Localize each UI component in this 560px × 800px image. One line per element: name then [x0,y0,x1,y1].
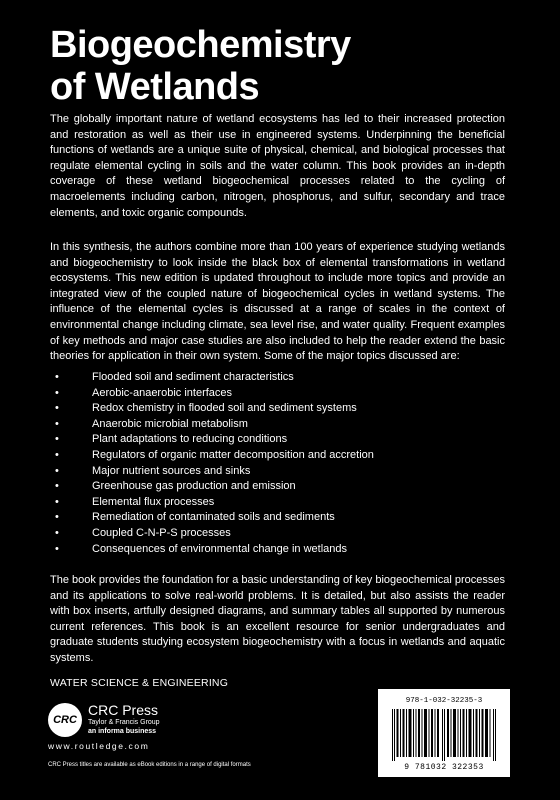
publisher-group: Taylor & Francis Group [88,719,160,726]
bullet-icon: • [55,386,59,399]
bullet-icon: • [55,480,59,493]
topic-item: • Redox chemistry in flooded soil and sediment systems [50,401,505,417]
ebook-footnote: CRC Press titles are available as eBook editions in a range of digital formats [48,762,251,768]
topic-item: • Remediation of contaminated soils and sediments [50,510,505,526]
description-paragraph-1: The globally important nature of wetland ecosystems has led to their increased protection and restoration as well as their use in engineered systems. Underpinning the beneficial functions of wetlands are a unique suite of physical, chemical, and biological processes that regulate elemental cycling in soils and the water column. This book provides an in-depth coverage of these wetland biogeochemical processes related to the cycling of macroelements including carbon, nitrogen, phosphorus, and sulfur, secondary and trace elements, and toxic organic compounds. [50,113,505,219]
topic-item: • Coupled C-N-P-S processes [50,526,505,542]
topic-item: • Greenhouse gas production and emission [50,479,505,495]
book-title [50,24,520,108]
topic-item: • Anaerobic microbial metabolism [50,417,505,433]
topic-item: • Major nutrient sources and sinks [50,464,505,480]
bullet-icon: • [55,495,59,508]
bullet-icon: • [55,542,59,555]
topic-item: • Consequences of environmental change in wetlands [50,542,505,558]
bullet-icon: • [55,511,59,524]
publisher-block [88,702,160,736]
topics-list [50,370,505,557]
bullet-icon: • [55,417,59,430]
barcode-bars-icon [392,709,496,761]
bullet-icon: • [55,464,59,477]
description-paragraph-3: The book provides the foundation for a basic understanding of key biogeochemical processes and its applications to solve real-world problems. It is detailed, but also assists the reader with box inserts, artfully designed diagrams, and summary tables all supported by numerous current references. This book is an excellent resource for senior undergraduates and graduate students studying ecosystem biogeochemistry with a focus in wetlands and aquatic systems. [50,574,505,664]
bullet-icon: • [55,402,59,415]
title-line-1: Biogeochemistry [50,24,351,66]
title-line-2: of Wetlands [50,66,260,108]
publisher-tagline: an informa business [88,728,157,735]
isbn-bottom-text: 9 781032 322353 [404,763,484,772]
topic-item: • Plant adaptations to reducing conditions [50,432,505,448]
topic-item: • Regulators of organic matter decomposition and accretion [50,448,505,464]
isbn-top-text: 978-1-032-32235-3 [405,697,483,705]
bullet-icon: • [55,371,59,383]
isbn-barcode [378,689,510,777]
bullet-icon: • [55,448,59,461]
topic-item: • Elemental flux processes [50,495,505,511]
crc-logo-icon: CRC [48,703,82,737]
publisher-website: www.routledge.com [48,741,150,751]
publisher-name: CRC Press [88,702,159,718]
subject-category: WATER SCIENCE & ENGINEERING [50,677,229,689]
topic-item: • Flooded soil and sediment characteristics [50,370,505,386]
description-paragraph-2: In this synthesis, the authors combine more than 100 years of experience studying wetlands and biogeochemistry to look inside the black box of elemental transformations in wetland ecosystems. This new edition is updated throughout to include more topics and provide an integrated view of the coupled nature of biogeochemical cycles in wetland systems. The influence of the elemental cycles is discussed at a range of scales in the context of environmental change including climate, sea level rise, and water quality. Frequent examples of key methods and major case studies are also included to help the reader extend the basic theories for application in their own system. Some of the major topics discussed are: [50,241,505,363]
bullet-icon: • [55,526,59,539]
topic-item: • Aerobic-anaerobic interfaces [50,386,505,402]
bullet-icon: • [55,433,59,446]
